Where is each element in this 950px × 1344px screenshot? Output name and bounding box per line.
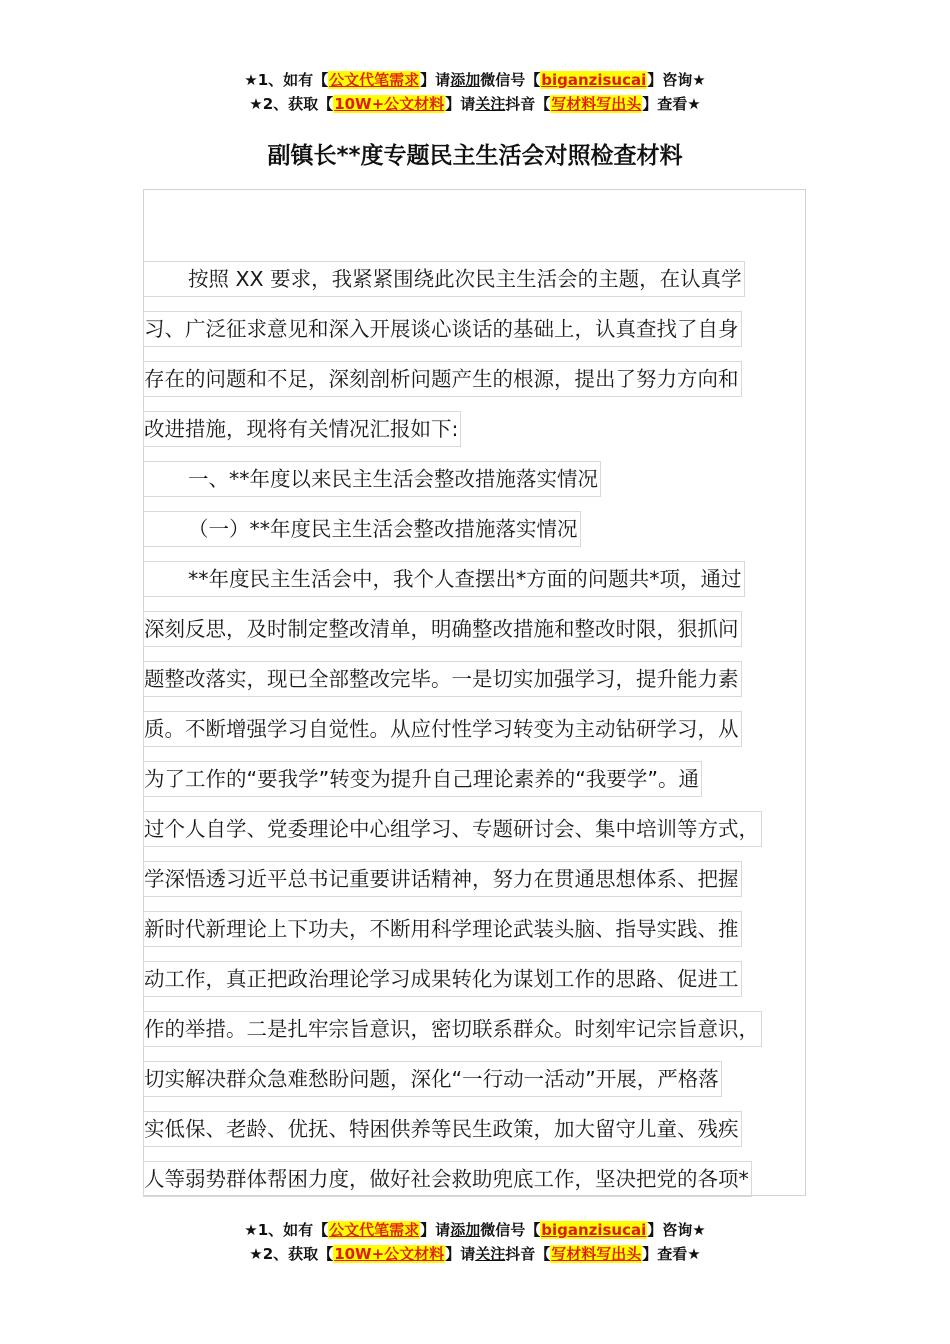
body-line [143, 453, 823, 503]
body-line-text: 改进措施，现将有关情况汇报如下: [143, 411, 461, 447]
body-line [143, 553, 823, 603]
ad-line-1: ★1、如有【公文代笔需求】请添加微信号【biganzisucai】咨询★ [244, 71, 706, 89]
body-line-text: 切实解决群众急难愁盼问题，深化“一行动一活动”开展，严格落 [143, 1061, 722, 1097]
document-title: 副镇长**度专题民主生活会对照检查材料 [267, 143, 683, 169]
body-line-text: 深刻反思，及时制定整改清单，明确整改措施和整改时限，狠抓问 [143, 611, 742, 647]
body-line [143, 903, 823, 953]
ad-highlight: 公文代笔需求 [329, 71, 420, 89]
body-line-text: 质。不断增强学习自觉性。从应付性学习转变为主动钻研学习，从 [143, 711, 742, 747]
ad-line-2: ★2、获取【10W+公文材料】请关注抖音【写材料写出头】查看★ [249, 1245, 701, 1263]
body-line-text: **年度民主生活会中，我个人查摆出*方面的问题共*项，通过 [143, 561, 745, 597]
document-body [143, 253, 823, 1203]
header-ad [0, 68, 950, 116]
body-line-text: 按照 XX 要求，我紧紧围绕此次民主生活会的主题，在认真学 [143, 261, 745, 297]
body-line-text: 存在的问题和不足，深刻剖析问题产生的根源，提出了努力方向和 [143, 361, 742, 397]
body-line-text: 人等弱势群体帮困力度，做好社会救助兜底工作，坚决把党的各项* [143, 1161, 752, 1197]
body-line [143, 1053, 823, 1103]
body-line-text: 实低保、老龄、优抚、特困供养等民生政策，加大留守儿童、残疾 [143, 1111, 742, 1147]
ad-wechat-id: biganzisucai [541, 71, 647, 89]
body-line [143, 653, 823, 703]
ad-highlight: 10W+公文材料 [334, 95, 445, 113]
body-line-text: （一）**年度民主生活会整改措施落实情况 [143, 511, 581, 547]
body-line [143, 253, 823, 303]
ad-highlight: 10W+公文材料 [334, 1245, 445, 1263]
body-line [143, 753, 823, 803]
body-line [143, 353, 823, 403]
body-line-text: 动工作，真正把政治理论学习成果转化为谋划工作的思路、促进工 [143, 961, 742, 997]
body-line [143, 603, 823, 653]
body-line [143, 503, 823, 553]
body-line-text: 一、**年度以来民主生活会整改措施落实情况 [143, 461, 601, 497]
footer-ad [0, 1218, 950, 1266]
ad-douyin-id: 写材料写出头 [551, 1245, 642, 1263]
ad-highlight: 公文代笔需求 [329, 1221, 420, 1239]
body-line-text: 学深悟透习近平总书记重要讲话精神，努力在贯通思想体系、把握 [143, 861, 742, 897]
body-line-text: 为了工作的“要我学”转变为提升自己理论素养的“我要学”。通 [143, 761, 702, 797]
body-line [143, 1153, 823, 1203]
ad-line-1: ★1、如有【公文代笔需求】请添加微信号【biganzisucai】咨询★ [244, 1221, 706, 1239]
body-line-text: 题整改落实，现已全部整改完毕。一是切实加强学习，提升能力素 [143, 661, 742, 697]
ad-douyin-id: 写材料写出头 [551, 95, 642, 113]
body-line [143, 953, 823, 1003]
ad-wechat-id: biganzisucai [541, 1221, 647, 1239]
body-line-text: 习、广泛征求意见和深入开展谈心谈话的基础上，认真查找了自身 [143, 311, 742, 347]
body-line [143, 703, 823, 753]
ad-line-2: ★2、获取【10W+公文材料】请关注抖音【写材料写出头】查看★ [249, 95, 701, 113]
body-line [143, 1003, 823, 1053]
body-line [143, 303, 823, 353]
body-line [143, 1103, 823, 1153]
body-line [143, 403, 823, 453]
body-line [143, 803, 823, 853]
body-line [143, 853, 823, 903]
body-line-text: 新时代新理论上下功夫，不断用科学理论武装头脑、指导实践、推 [143, 911, 742, 947]
body-line-text: 作的举措。二是扎牢宗旨意识，密切联系群众。时刻牢记宗旨意识， [143, 1011, 762, 1047]
body-line-text: 过个人自学、党委理论中心组学习、专题研讨会、集中培训等方式， [143, 811, 762, 847]
